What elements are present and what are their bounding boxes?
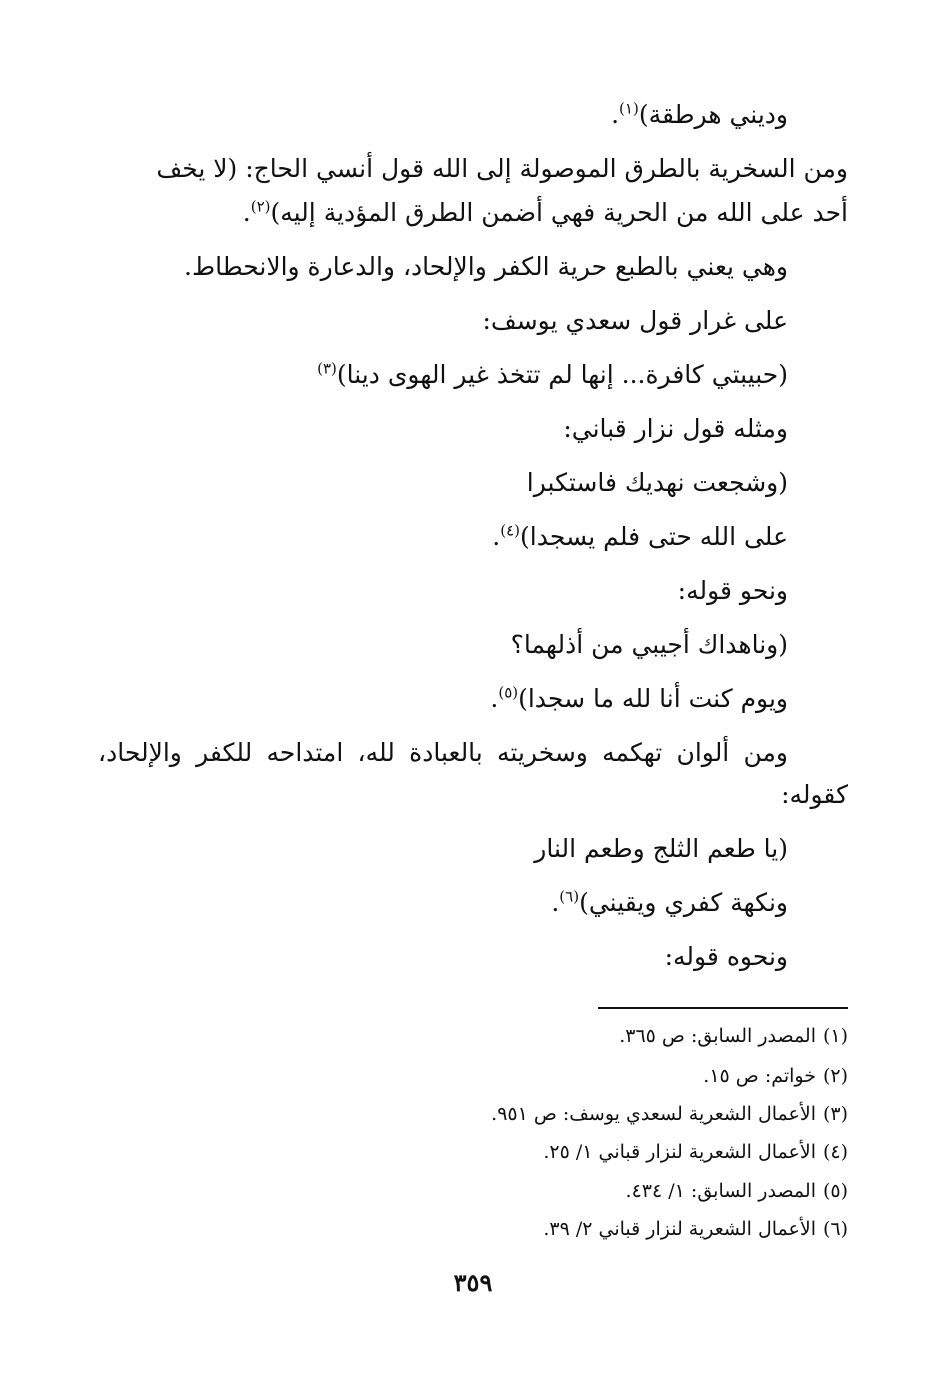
footnote (348, 1023, 848, 1049)
footnote-text: الأعمال الشعرية لنزار قباني ٢/ ٣٩. (543, 1218, 816, 1240)
verse-line: ونكهة كفري ويقيني)$^{(٦)}$. (551, 887, 788, 917)
verse-line: (يا طعم الثلج وطعم النار (534, 834, 788, 863)
footnote (348, 1101, 848, 1127)
footnote (348, 1178, 848, 1204)
footnote-text: الأعمال الشعرية لنزار قباني ١/ ٢٥. (543, 1141, 816, 1163)
verse-line: على الله حتى فلم يسجدا)$^{(٤)}$. (492, 521, 788, 551)
footnote-ref: (٢) (250, 197, 271, 216)
footnote-number: (٢) (822, 1065, 848, 1087)
footnote-number: (٦) (822, 1218, 848, 1240)
footnote-ref: (٣) (317, 359, 337, 378)
text-line: ومن السخرية بالطرق الموصولة إلى الله قول أنسي الحاج: (لا يخف (156, 154, 848, 183)
footnote-ref: (٦) (559, 887, 580, 906)
verse-line: (حبيبتي كافرة... إنها لم تتخذ غير الهوى دينا)$^{(٣)}$ (317, 359, 788, 389)
text-line: وديني هرطقة)$^{(١)}$. (611, 99, 788, 129)
text-line: على غرار قول سعدي يوسف: (482, 306, 788, 335)
text-line: أحد على الله من الحرية فهي أضمن الطرق المؤدية إليه)$^{(٢)}$. (242, 197, 848, 227)
footnote-text: خواتم: ص ١٥. (703, 1065, 816, 1087)
page-number: ٣٥٩ (453, 1268, 493, 1297)
footnote (348, 1063, 848, 1089)
verse-line: ويوم كنت أنا لله ما سجدا)$^{(٥)}$. (490, 683, 788, 713)
footnote-separator (598, 1007, 848, 1009)
text-line: ومثله قول نزار قباني: (563, 414, 788, 443)
footnote-number: (٥) (822, 1180, 848, 1202)
text-line: ونحو قوله: (677, 576, 788, 605)
footnote-text: المصدر السابق: ص ٣٦٥. (619, 1025, 816, 1047)
text-line: وهي يعني بالطبع حرية الكفر والإلحاد، والدعارة والانحطاط. (184, 252, 788, 281)
footnote-number: (٣) (822, 1103, 848, 1125)
verse-line: (وشجعت نهديك فاستكبرا (526, 468, 788, 497)
footnote-text: المصدر السابق: ١/ ٤٣٤. (625, 1180, 816, 1202)
footnote-number: (٤) (822, 1141, 848, 1163)
text-line: ومن ألوان تهكمه وسخريته بالعبادة لله، امتداحه للكفر والإلحاد، (98, 738, 788, 767)
text-line: ونحوه قوله: (664, 942, 788, 971)
footnote (348, 1216, 848, 1242)
text-line: كقوله: (781, 780, 848, 809)
footnote-ref: (٤) (500, 521, 521, 540)
footnote-number: (١) (822, 1025, 848, 1047)
footnote-ref: (١) (619, 99, 639, 118)
verse-line: (وناهداك أجيبي من أذلهما؟ (510, 630, 788, 659)
footnote-ref: (٥) (498, 683, 519, 702)
footnote-text: الأعمال الشعرية لسعدي يوسف: ص ٩٥١. (491, 1103, 816, 1125)
footnote (348, 1139, 848, 1165)
